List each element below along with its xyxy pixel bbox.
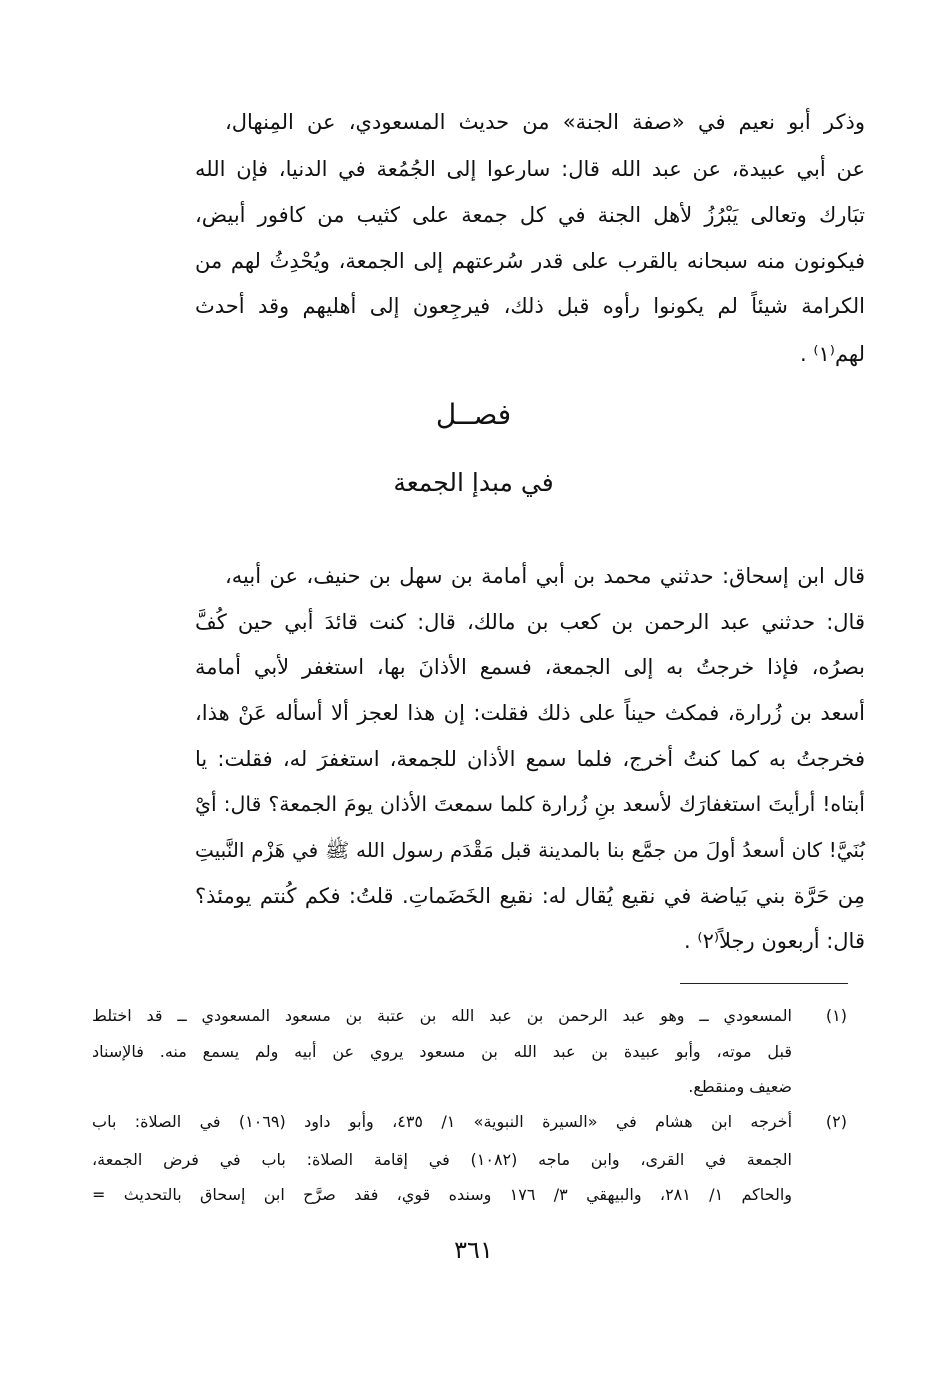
footnote-separator [680,983,848,984]
paragraph-line: أبتاه! أرأيتَ استغفارَك لأسعد بنِ زُرارة كلما سمعتَ الأذان يومَ الجمعة؟ قال: أيْ [195,792,865,816]
page-number: ٣٦١ [454,1236,493,1264]
paragraph-line: قال ابن إسحاق: حدثني محمد بن أبي أمامة بن سهل بن حنيف، عن أبيه، [225,564,865,588]
footnote-number: (٢) [825,1112,847,1131]
paragraph-line: وذكر أبو نعيم في «صفة الجنة» من حديث المسعودي، عن المِنهال، [225,110,865,134]
footnote-line: قبل موته، وأبو عبيدة بن عبد الله بن مسعود يروي عن أبيه ولم يسمع منه. فالإسناد [92,1042,792,1061]
footnote-number: (١) [825,1006,847,1025]
paragraph-line: مِن حَرَّة بني بَياضة في نقيع يُقال له: نقيع الخَضَماتِ. قلتُ: فكم كُنتم يومئذ؟ [195,884,865,908]
paragraph-line: قال: أربعون رجلاً⁽٢⁾ . [684,929,865,953]
footnote-line: والحاكم ١/ ٢٨١، والبيهقي ٣/ ١٧٦ وسنده قوي، فقد صرَّح ابن إسحاق بالتحديث = [92,1185,792,1204]
paragraph-line: بُنَيَّ! كان أسعدُ أولَ من جمَّع بنا بالمدينة قبل مَقْدَم رسول الله ﷺ في هَزْم النَّبيتِ [195,838,865,862]
paragraph-line: لهم⁽١⁾ . [799,342,865,366]
paragraph-line: أسعد بن زُرارة، فمكث حيناً على ذلك فقلت: إن هذا لعجز ألا أسأله عَنْ هذا، [195,701,865,725]
section-subtitle: في مبدإ الجمعة [393,468,554,497]
section-title: فصــل [435,398,512,431]
paragraph-line: عن أبي عبيدة، عن عبد الله قال: سارعوا إلى الجُمُعة في الدنيا، فإن الله [195,157,865,181]
paragraph-line: فيكونون منه سبحانه بالقرب على قدر سُرعتهم إلى الجمعة، ويُحْدِثُ لهم من [195,249,865,273]
paragraph-line: الكرامة شيئاً لم يكونوا رأوه قبل ذلك، فيرجِعون إلى أهليهم وقد أحدث [195,294,865,318]
paragraph-line: تبَارك وتعالى يَبْرُزُ لأهل الجنة في كل جمعة على كثيب من كافور أبيض، [195,203,865,227]
footnote-line: أخرجه ابن هشام في «السيرة النبوية» ١/ ٤٣٥، وأبو داود (١٠٦٩) في الصلاة: باب [92,1112,793,1131]
paragraph-line: بصرُه، فإذا خرجتُ به إلى الجمعة، فسمع الأذانَ بها، استغفر لأبي أمامة [195,655,865,679]
paragraph-line: فخرجتُ به كما كنتُ أخرج، فلما سمع الأذان للجمعة، استغفرَ له، فقلت: يا [195,747,865,771]
footnote-line: الجمعة في القرى، وابن ماجه (١٠٨٢) في إقامة الصلاة: باب في فرض الجمعة، [92,1150,793,1169]
paragraph-line: قال: حدثني عبد الرحمن بن كعب بن مالك، قال: كنت قائدَ أبي حين كُفَّ [195,610,865,634]
footnote-line: ضعيف ومنقطع. [688,1077,792,1096]
footnote-line: المسعودي ــ وهو عبد الرحمن بن عبد الله بن عتبة بن مسعود المسعودي ــ قد اختلط [92,1006,792,1025]
